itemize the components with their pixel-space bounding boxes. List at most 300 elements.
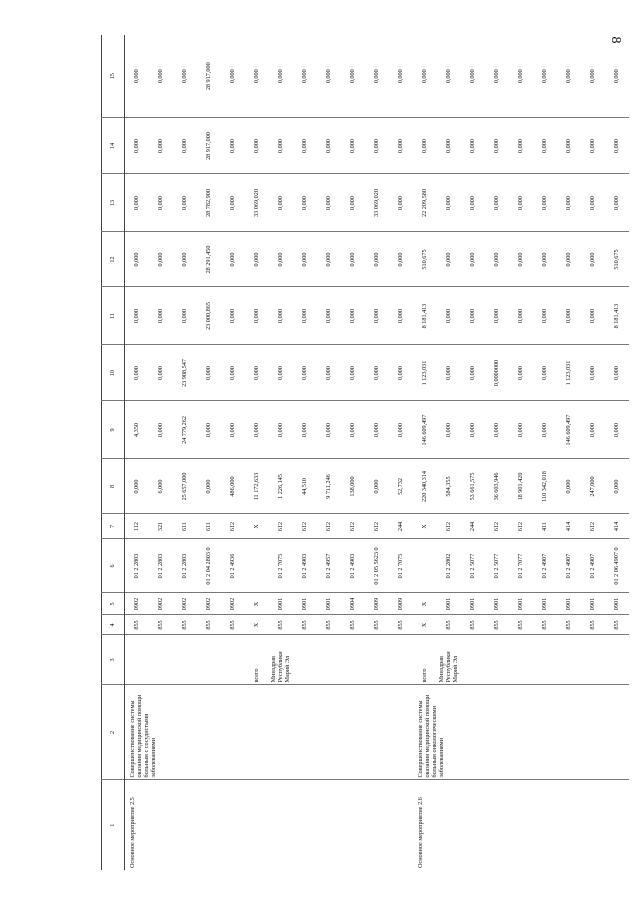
cell-c15: 0,000 — [516, 69, 524, 84]
cell-c3 — [173, 635, 197, 685]
cell-c11: 0,000 — [365, 287, 389, 345]
cell-c6: 01 2 4907 — [533, 539, 557, 593]
cell-c5: 0909 — [389, 593, 413, 615]
cell-c9: 0,000 — [461, 401, 485, 459]
cell-c7: 611 — [173, 514, 197, 539]
cell-c5: 0901 — [509, 593, 533, 615]
cell-c8: 0,000 — [197, 459, 221, 514]
cell-c15: 0,000 — [300, 69, 308, 84]
cell-c8: 138,000 — [341, 459, 365, 514]
cell-c7: 612 — [365, 514, 389, 539]
cell-c7: Х — [245, 514, 269, 539]
cell-c15: 0,000 — [252, 69, 260, 84]
cell-c5: 0901 — [317, 593, 341, 615]
budget-table-container — [101, 35, 620, 870]
cell-c14: 0,000 — [149, 118, 173, 174]
cell-c5: 0901 — [557, 593, 581, 615]
cell-c13: 0,000 — [317, 174, 341, 232]
cell-c9: 146 609,497 — [413, 401, 437, 459]
cell-c7: 611 — [197, 514, 221, 539]
cell-c3 — [125, 635, 149, 685]
cell-c3 — [365, 635, 389, 685]
column-header-1: 1 — [102, 780, 125, 870]
cell-c3: Минздрав Республики Марий Эл — [437, 635, 461, 685]
cell-c6: 01 2 5077 — [461, 539, 485, 593]
cell-c10: 23 908,547 — [173, 345, 197, 401]
cell-c4: 855 — [173, 615, 197, 635]
cell-c9: 0,000 — [245, 401, 269, 459]
cell-c10: 0,000 — [125, 345, 149, 401]
cell-c15: 0,000 — [228, 69, 236, 84]
cell-c11: 0,000 — [533, 287, 557, 345]
cell-c4: 855 — [293, 615, 317, 635]
cell-c7: 612 — [437, 514, 461, 539]
cell-c3 — [461, 635, 485, 685]
cell-c14: 0,000 — [269, 118, 293, 174]
cell-c6: 01 2 4903 — [293, 539, 317, 593]
cell-c4: 855 — [149, 615, 173, 635]
cell-c10: 0,000 — [365, 345, 389, 401]
cell-c4: 855 — [509, 615, 533, 635]
cell-c8: 1 226,145 — [269, 459, 293, 514]
cell-c12: 0,000 — [485, 232, 509, 287]
table-row — [413, 35, 437, 870]
cell-c12: 0,000 — [245, 232, 269, 287]
cell-c7: 612 — [485, 514, 509, 539]
measure-cell: Основное мероприятие 2.6 — [413, 780, 629, 870]
cell-c15: 0,000 — [612, 69, 620, 84]
cell-c11: 8 181,413 — [413, 287, 437, 345]
cell-c10: 0,000 — [197, 345, 221, 401]
cell-c9: 0,000 — [341, 401, 365, 459]
column-header-15: 15 — [102, 35, 125, 118]
cell-c12: 28 291,450 — [197, 232, 221, 287]
cell-c7: Х — [413, 514, 437, 539]
cell-c6: 01 2 4936 — [221, 539, 245, 593]
cell-c11: 0,000 — [341, 287, 365, 345]
cell-c3 — [317, 635, 341, 685]
cell-c10: 0,000 — [341, 345, 365, 401]
cell-c8: 0,000 — [365, 459, 389, 514]
cell-c15: 0,000 — [396, 69, 404, 84]
cell-c5: 0901 — [581, 593, 605, 615]
cell-c11: 8 181,413 — [605, 287, 629, 345]
column-header-4: 4 — [102, 615, 125, 635]
cell-c15: 0,000 — [420, 69, 428, 84]
cell-c7: 244 — [389, 514, 413, 539]
cell-c15: 0,000 — [492, 69, 500, 84]
cell-c14: 0,000 — [389, 118, 413, 174]
cell-c3 — [197, 635, 221, 685]
cell-c10: 1 123,031 — [557, 345, 581, 401]
cell-c12: 510,675 — [605, 232, 629, 287]
cell-c9: 0,000 — [485, 401, 509, 459]
column-header-11: 11 — [102, 287, 125, 345]
column-header-12: 12 — [102, 232, 125, 287]
budget-table — [101, 35, 629, 870]
cell-c6 — [413, 539, 437, 593]
cell-c4: 855 — [365, 615, 389, 635]
cell-c11: 0,000 — [269, 287, 293, 345]
cell-c12: 0,000 — [221, 232, 245, 287]
cell-c7: 612 — [221, 514, 245, 539]
cell-c7: 411 — [533, 514, 557, 539]
cell-c10: 0,000 — [317, 345, 341, 401]
cell-c10: 0,000 — [221, 345, 245, 401]
cell-c14: 0,000 — [557, 118, 581, 174]
cell-c7: 414 — [605, 514, 629, 539]
cell-c3 — [341, 635, 365, 685]
cell-c13: 0,000 — [269, 174, 293, 232]
cell-c8: 0,000 — [125, 459, 149, 514]
column-header-8: 8 — [102, 459, 125, 514]
cell-c8: 25 657,000 — [173, 459, 197, 514]
cell-c15: 0,000 — [564, 69, 572, 84]
cell-c3 — [605, 635, 629, 685]
cell-c5: 0901 — [461, 593, 485, 615]
cell-c8: 220 340,314 — [413, 459, 437, 514]
cell-c4: 855 — [125, 615, 149, 635]
cell-c5: 0909 — [365, 593, 389, 615]
cell-c7: 612 — [317, 514, 341, 539]
table-row — [125, 35, 149, 870]
cell-c9: 0,000 — [221, 401, 245, 459]
cell-c6: 01 2 2802 — [437, 539, 461, 593]
cell-c12: 0,000 — [125, 232, 149, 287]
cell-c12: 0,000 — [293, 232, 317, 287]
cell-c14: 0,000 — [245, 118, 269, 174]
cell-c5: 0901 — [437, 593, 461, 615]
cell-c13: 0,000 — [485, 174, 509, 232]
cell-c8: 584,355 — [437, 459, 461, 514]
cell-c4: 855 — [317, 615, 341, 635]
cell-c7: 612 — [509, 514, 533, 539]
cell-c12: 0,000 — [341, 232, 365, 287]
cell-c15: 0,000 — [468, 69, 476, 84]
table-header-row — [102, 35, 125, 870]
cell-c15: 28 917,000 — [204, 62, 212, 91]
cell-c8: 52,732 — [389, 459, 413, 514]
cell-c5: 0901 — [605, 593, 629, 615]
cell-c3 — [485, 635, 509, 685]
cell-c9: 0,000 — [533, 401, 557, 459]
cell-c3 — [557, 635, 581, 685]
cell-c10: 0,0000000 — [485, 345, 509, 401]
cell-c14: 0,000 — [125, 118, 149, 174]
cell-c9: 0,000 — [197, 401, 221, 459]
cell-c9: 0,000 — [317, 401, 341, 459]
cell-c7: 612 — [341, 514, 365, 539]
cell-c15: 0,000 — [156, 69, 164, 84]
cell-c12: 0,000 — [437, 232, 461, 287]
cell-c13: 28 782,900 — [197, 174, 221, 232]
column-header-7: 7 — [102, 514, 125, 539]
cell-c7: 244 — [461, 514, 485, 539]
cell-c15: 0,000 — [540, 69, 548, 84]
cell-c15: 0,000 — [324, 69, 332, 84]
cell-c9: 0,000 — [605, 401, 629, 459]
cell-c3: всего — [413, 635, 437, 685]
cell-c6: 01 2 2803 — [149, 539, 173, 593]
cell-c13: 0,000 — [293, 174, 317, 232]
cell-c6: 01 2 04 2803 0 — [197, 539, 221, 593]
rotated-page-area — [101, 35, 620, 870]
column-header-10: 10 — [102, 345, 125, 401]
cell-c11: 0,000 — [437, 287, 461, 345]
cell-c3 — [389, 635, 413, 685]
cell-c11: 23 000,865 — [197, 287, 221, 345]
cell-c9: 0,000 — [149, 401, 173, 459]
cell-c7: 321 — [149, 514, 173, 539]
cell-c11: 0,000 — [245, 287, 269, 345]
cell-c13: 0,000 — [341, 174, 365, 232]
cell-c8: 110 342,018 — [533, 459, 557, 514]
cell-c7: 612 — [269, 514, 293, 539]
cell-c11: 0,000 — [173, 287, 197, 345]
cell-c4: 855 — [197, 615, 221, 635]
cell-c4: 855 — [533, 615, 557, 635]
cell-c14: 0,000 — [293, 118, 317, 174]
cell-c8: 0,000 — [605, 459, 629, 514]
cell-c11: 0,000 — [221, 287, 245, 345]
cell-c11: 0,000 — [461, 287, 485, 345]
cell-c11: 0,000 — [125, 287, 149, 345]
cell-c4: 855 — [269, 615, 293, 635]
cell-c5: 0902 — [221, 593, 245, 615]
cell-c14: 0,000 — [173, 118, 197, 174]
cell-c10: 1 123,031 — [413, 345, 437, 401]
cell-c14: 0,000 — [413, 118, 437, 174]
cell-c4: 855 — [581, 615, 605, 635]
cell-c11: 0,000 — [389, 287, 413, 345]
cell-c8: 18 901,420 — [509, 459, 533, 514]
column-header-2: 2 — [102, 685, 125, 780]
cell-c15: 0,000 — [444, 69, 452, 84]
cell-c13: 0,000 — [173, 174, 197, 232]
cell-c5: 0901 — [269, 593, 293, 615]
cell-c12: 0,000 — [581, 232, 605, 287]
cell-c15: 0,000 — [588, 69, 596, 84]
cell-c14: 28 917,000 — [197, 118, 221, 174]
cell-c4: 855 — [341, 615, 365, 635]
cell-c4: 855 — [557, 615, 581, 635]
cell-c11: 0,000 — [149, 287, 173, 345]
cell-c12: 0,000 — [173, 232, 197, 287]
cell-c11: 0,000 — [557, 287, 581, 345]
cell-c13: 22 209,580 — [413, 174, 437, 232]
cell-c14: 0,000 — [365, 118, 389, 174]
cell-c10: 0,000 — [389, 345, 413, 401]
cell-c12: 0,000 — [269, 232, 293, 287]
column-header-14: 14 — [102, 118, 125, 174]
cell-c14: 0,000 — [461, 118, 485, 174]
cell-c12: 0,000 — [533, 232, 557, 287]
cell-c6: 01 2 7077 — [509, 539, 533, 593]
cell-c6: 01 2 4903 — [341, 539, 365, 593]
cell-c5: 0904 — [341, 593, 365, 615]
cell-c6: 01 2 06 4907 0 — [605, 539, 629, 593]
cell-c10: 0,000 — [533, 345, 557, 401]
column-header-3: 3 — [102, 635, 125, 685]
cell-c5: Х — [413, 593, 437, 615]
cell-c13: 0,000 — [221, 174, 245, 232]
cell-c6: 01 2 7075 — [389, 539, 413, 593]
cell-c6 — [245, 539, 269, 593]
cell-c6: 01 2 4907 — [581, 539, 605, 593]
cell-c6: 01 2 2803 — [125, 539, 149, 593]
cell-c13: 0,000 — [461, 174, 485, 232]
cell-c5: 0901 — [293, 593, 317, 615]
cell-c12: 0,000 — [365, 232, 389, 287]
column-header-13: 13 — [102, 174, 125, 232]
cell-c13: 33 069,020 — [245, 174, 269, 232]
cell-c15: 0,000 — [180, 69, 188, 84]
cell-c5: 0902 — [197, 593, 221, 615]
cell-c7: 112 — [125, 514, 149, 539]
cell-c5: 0902 — [149, 593, 173, 615]
cell-c3 — [581, 635, 605, 685]
cell-c13: 33 069,020 — [365, 174, 389, 232]
cell-c14: 0,000 — [581, 118, 605, 174]
cell-c14: 0,000 — [317, 118, 341, 174]
cell-c5: 0902 — [173, 593, 197, 615]
cell-c12: 0,000 — [317, 232, 341, 287]
cell-c7: 414 — [557, 514, 581, 539]
column-header-5: 5 — [102, 593, 125, 615]
cell-c6: 01 2 4907 — [557, 539, 581, 593]
cell-c8: 0,000 — [557, 459, 581, 514]
cell-c8: 9 711,246 — [317, 459, 341, 514]
cell-c4: Х — [413, 615, 437, 635]
cell-c13: 0,000 — [605, 174, 629, 232]
cell-c6: 01 2 7075 — [269, 539, 293, 593]
cell-c7: 612 — [581, 514, 605, 539]
cell-c4: 855 — [389, 615, 413, 635]
cell-c15: 0,000 — [372, 69, 380, 84]
cell-c5: 0902 — [125, 593, 149, 615]
cell-c9: 24 779,262 — [173, 401, 197, 459]
cell-c12: 0,000 — [461, 232, 485, 287]
cell-c10: 0,000 — [509, 345, 533, 401]
cell-c9: 0,000 — [437, 401, 461, 459]
cell-c5: 0901 — [533, 593, 557, 615]
cell-c15: 0,000 — [348, 69, 356, 84]
cell-c13: 0,000 — [581, 174, 605, 232]
table-body — [125, 35, 629, 870]
cell-c10: 0,000 — [581, 345, 605, 401]
cell-c3: всего — [245, 635, 269, 685]
cell-c4: 855 — [437, 615, 461, 635]
cell-c3 — [533, 635, 557, 685]
cell-c6: 01 2 2803 — [173, 539, 197, 593]
cell-c8: 6,000 — [149, 459, 173, 514]
cell-c9: 0,000 — [581, 401, 605, 459]
cell-c12: 0,000 — [389, 232, 413, 287]
cell-c14: 0,000 — [221, 118, 245, 174]
cell-c10: 0,000 — [437, 345, 461, 401]
cell-c13: 0,000 — [533, 174, 557, 232]
cell-c13: 0,000 — [389, 174, 413, 232]
cell-c12: 0,000 — [557, 232, 581, 287]
measure-cell: Основное мероприятие 2.5 — [125, 780, 413, 870]
cell-c14: 0,000 — [533, 118, 557, 174]
cell-c14: 0,000 — [605, 118, 629, 174]
cell-c8: 44,510 — [293, 459, 317, 514]
cell-c3 — [509, 635, 533, 685]
cell-c10: 0,000 — [293, 345, 317, 401]
cell-c15: 0,000 — [276, 69, 284, 84]
cell-c5: 0901 — [485, 593, 509, 615]
cell-c6: 01 2 5077 — [485, 539, 509, 593]
cell-c13: 0,000 — [149, 174, 173, 232]
cell-c9: 4,350 — [125, 401, 149, 459]
cell-c10: 0,000 — [605, 345, 629, 401]
cell-c9: 0,000 — [293, 401, 317, 459]
cell-c11: 0,000 — [509, 287, 533, 345]
cell-c4: 855 — [485, 615, 509, 635]
cell-c8: 486,000 — [221, 459, 245, 514]
cell-c4: Х — [245, 615, 269, 635]
cell-c8: 247,000 — [581, 459, 605, 514]
description-cell: Совершенствование системы оказания медицинской помощи больным с сосудистыми заболеваниями — [125, 685, 413, 780]
cell-c9: 0,000 — [269, 401, 293, 459]
cell-c3 — [293, 635, 317, 685]
cell-c14: 0,000 — [341, 118, 365, 174]
cell-c11: 0,000 — [317, 287, 341, 345]
cell-c15: 0,000 — [133, 69, 141, 84]
cell-c12: 0,000 — [149, 232, 173, 287]
page-number: 8 — [608, 36, 623, 44]
cell-c10: 0,000 — [269, 345, 293, 401]
cell-c9: 0,000 — [365, 401, 389, 459]
cell-c5: Х — [245, 593, 269, 615]
cell-c8: 53 661,575 — [461, 459, 485, 514]
cell-c3 — [221, 635, 245, 685]
cell-c6: 01 2 4957 — [317, 539, 341, 593]
cell-c10: 0,000 — [149, 345, 173, 401]
column-header-6: 6 — [102, 539, 125, 593]
cell-c13: 0,000 — [509, 174, 533, 232]
cell-c10: 0,000 — [245, 345, 269, 401]
cell-c13: 0,000 — [125, 174, 149, 232]
cell-c3: Минздрав Республики Марий Эл — [269, 635, 293, 685]
description-cell: Совершенствование системы оказания медицинской помощи больным онкологическими заболеваниями — [413, 685, 629, 780]
cell-c7: 612 — [293, 514, 317, 539]
cell-c11: 0,000 — [581, 287, 605, 345]
cell-c8: 11 172,633 — [245, 459, 269, 514]
cell-c11: 0,000 — [485, 287, 509, 345]
cell-c4: 855 — [461, 615, 485, 635]
cell-c13: 0,000 — [557, 174, 581, 232]
cell-c9: 0,000 — [389, 401, 413, 459]
cell-c9: 0,000 — [509, 401, 533, 459]
cell-c13: 0,000 — [437, 174, 461, 232]
cell-c12: 510,675 — [413, 232, 437, 287]
cell-c6: 01 2 05 5623 0 — [365, 539, 389, 593]
cell-c12: 0,000 — [509, 232, 533, 287]
cell-c14: 0,000 — [485, 118, 509, 174]
cell-c14: 0,000 — [509, 118, 533, 174]
cell-c3 — [149, 635, 173, 685]
column-header-9: 9 — [102, 401, 125, 459]
cell-c8: 36 603,946 — [485, 459, 509, 514]
cell-c4: 855 — [605, 615, 629, 635]
cell-c9: 146 609,497 — [557, 401, 581, 459]
cell-c4: 855 — [221, 615, 245, 635]
cell-c10: 0,000 — [461, 345, 485, 401]
cell-c14: 0,000 — [437, 118, 461, 174]
cell-c11: 0,000 — [293, 287, 317, 345]
